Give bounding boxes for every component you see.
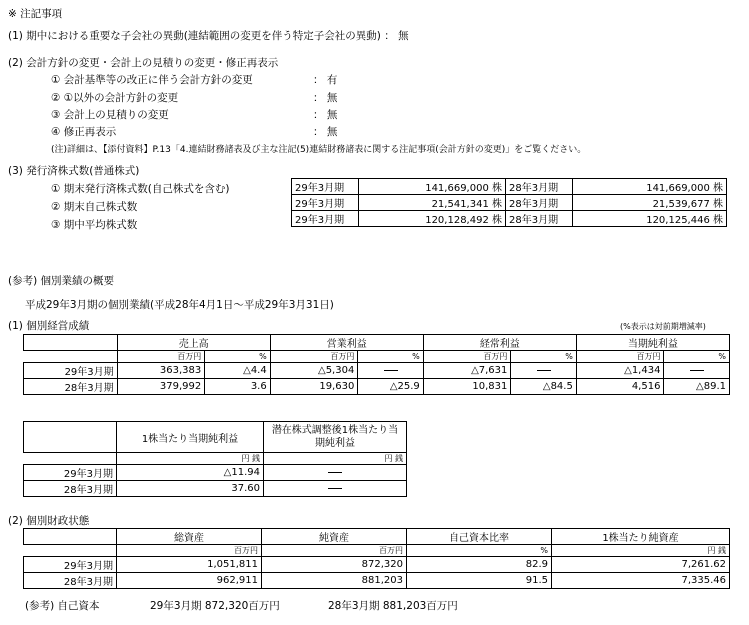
unit-cell: 百万円: [262, 545, 407, 557]
header-cell: 営業利益: [270, 335, 423, 351]
row-label: 29年3月期: [24, 363, 118, 379]
value-cell: △4.4: [205, 363, 270, 379]
unit-cell: %: [664, 351, 730, 363]
table-row: [24, 481, 407, 497]
corner-cell: [24, 529, 117, 545]
table-row: [24, 363, 730, 379]
row-label: 29年3月期: [24, 465, 117, 481]
value-cell: 363,383: [117, 363, 205, 379]
value-cell: 91.5: [407, 573, 552, 589]
policy-row-label: ④ 修正再表示: [51, 126, 117, 138]
value-cell: 872,320: [262, 557, 407, 573]
period-cell: 29年3月期: [292, 179, 359, 195]
policy-row-value: ： 有: [313, 74, 338, 86]
period-cell: 29年3月期: [292, 195, 359, 211]
header-cell: 売上高: [117, 335, 270, 351]
ref-sub1-note: (%表示は対前期増減率): [620, 322, 706, 331]
notes-heading: ※ 注記事項: [8, 8, 63, 20]
table-row: [24, 557, 730, 573]
value-cell: 120,128,492 株: [359, 211, 506, 227]
table-row: [24, 335, 730, 351]
period-cell: 29年3月期: [292, 211, 359, 227]
policy-row-value: ： 無: [313, 126, 338, 138]
value-cell: 962,911: [117, 573, 262, 589]
value-cell: △1,434: [576, 363, 664, 379]
row-label: 28年3月期: [24, 481, 117, 497]
ref-sub1: (1) 個別経営成績: [8, 320, 90, 332]
value-cell: △89.1: [664, 379, 730, 395]
value-cell: 3.6: [205, 379, 270, 395]
unit-cell: 百万円: [117, 545, 262, 557]
shares-row-label: ② 期末自己株式数: [51, 201, 138, 213]
unit-cell: 百万円: [423, 351, 511, 363]
row-label: 28年3月期: [24, 379, 118, 395]
policy-row-label: ② ①以外の会計方針の変更: [51, 92, 179, 104]
performance-table: [23, 334, 730, 395]
table-row: [24, 453, 407, 465]
table-row: [292, 179, 727, 195]
dash-cell: [358, 363, 423, 379]
table-row: [24, 379, 730, 395]
period-cell: 28年3月期: [506, 211, 573, 227]
table-row: [292, 211, 727, 227]
dash-mark: [537, 370, 551, 371]
header-cell: 自己資本比率: [407, 529, 552, 545]
value-cell: 4,516: [576, 379, 664, 395]
table-row: [24, 422, 407, 453]
value-cell: 10,831: [423, 379, 511, 395]
dash-mark: [328, 488, 342, 489]
ref-title: (参考) 個別業績の概要: [8, 275, 115, 287]
header-cell: 1株当たり当期純利益: [117, 422, 264, 453]
header-cell: 1株当たり純資産: [552, 529, 730, 545]
dash-mark: [690, 370, 704, 371]
unit-cell: 円 銭: [552, 545, 730, 557]
value-cell: △25.9: [358, 379, 423, 395]
value-cell: 7,261.62: [552, 557, 730, 573]
unit-cell: %: [205, 351, 270, 363]
header-cell: 当期純利益: [576, 335, 729, 351]
unit-cell: 百万円: [576, 351, 664, 363]
value-cell: 120,125,446 株: [573, 211, 727, 227]
policy-note: (注)詳細は、【添付資料】P.13「4.連結財務諸表及び主な注記(5)連結財務諸表に関する注記事項(会計方針の変更)」をご覧ください。: [51, 145, 587, 155]
table-row: [24, 351, 730, 363]
policy-row-value: ： 無: [313, 92, 338, 104]
unit-cell: %: [511, 351, 576, 363]
corner-cell: [24, 422, 117, 453]
value-cell: 37.60: [117, 481, 264, 497]
table-row: [292, 195, 727, 211]
dash-cell: [664, 363, 730, 379]
unit-cell: 円 銭: [264, 453, 407, 465]
unit-cell: 百万円: [117, 351, 205, 363]
dash-mark: [384, 370, 398, 371]
value-cell: 1,051,811: [117, 557, 262, 573]
header-cell: 総資産: [117, 529, 262, 545]
value-cell: △84.5: [511, 379, 576, 395]
value-cell: 141,669,000 株: [359, 179, 506, 195]
ref-period: 平成29年3月期の個別業績(平成28年4月1日～平成29年3月31日): [25, 299, 334, 311]
notes-item2-title: (2) 会計方針の変更・会計上の見積りの変更・修正再表示: [8, 57, 279, 69]
value-cell: 21,539,677 株: [573, 195, 727, 211]
policy-row-label: ① 会計基準等の改正に伴う会計方針の変更: [51, 74, 253, 86]
value-cell: △7,631: [423, 363, 511, 379]
value-cell: 82.9: [407, 557, 552, 573]
policy-row-value: ： 無: [313, 109, 338, 121]
dash-cell: [264, 465, 407, 481]
notes-item3-title: (3) 発行済株式数(普通株式): [8, 165, 140, 177]
period-cell: 28年3月期: [506, 179, 573, 195]
shares-table: [291, 178, 727, 227]
header-cell: 経常利益: [423, 335, 576, 351]
corner-cell: [24, 335, 118, 351]
financial-table: [23, 528, 730, 589]
dash-cell: [511, 363, 576, 379]
notes-item1: (1) 期中における重要な子会社の異動(連結範囲の変更を伴う特定子会社の異動) ： 無: [8, 30, 409, 42]
period-cell: 28年3月期: [506, 195, 573, 211]
header-cell: 純資産: [262, 529, 407, 545]
eps-table: [23, 421, 407, 497]
row-label: 28年3月期: [24, 573, 117, 589]
value-cell: 7,335.46: [552, 573, 730, 589]
table-row: [24, 529, 730, 545]
value-cell: 19,630: [270, 379, 358, 395]
dash-mark: [328, 472, 342, 473]
header-cell: 潜在株式調整後1株当たり当期純利益: [264, 422, 407, 453]
shares-row-label: ① 期末発行済株式数(自己株式を含む): [51, 183, 230, 195]
unit-cell: 百万円: [270, 351, 358, 363]
unit-cell: %: [358, 351, 423, 363]
value-cell: 21,541,341 株: [359, 195, 506, 211]
dash-cell: [264, 481, 407, 497]
row-label: 29年3月期: [24, 557, 117, 573]
value-cell: △5,304: [270, 363, 358, 379]
footer-28: 28年3月期 881,203百万円: [328, 600, 458, 612]
unit-cell: 円 銭: [117, 453, 264, 465]
shares-row-label: ③ 期中平均株式数: [51, 219, 138, 231]
value-cell: 141,669,000 株: [573, 179, 727, 195]
value-cell: 379,992: [117, 379, 205, 395]
footer-label: (参考) 自己資本: [25, 600, 100, 612]
value-cell: 881,203: [262, 573, 407, 589]
ref-sub2: (2) 個別財政状態: [8, 515, 90, 527]
table-row: [24, 573, 730, 589]
table-row: [24, 465, 407, 481]
policy-row-label: ③ 会計上の見積りの変更: [51, 109, 169, 121]
table-row: [24, 545, 730, 557]
unit-cell: %: [407, 545, 552, 557]
value-cell: △11.94: [117, 465, 264, 481]
footer-29: 29年3月期 872,320百万円: [150, 600, 280, 612]
